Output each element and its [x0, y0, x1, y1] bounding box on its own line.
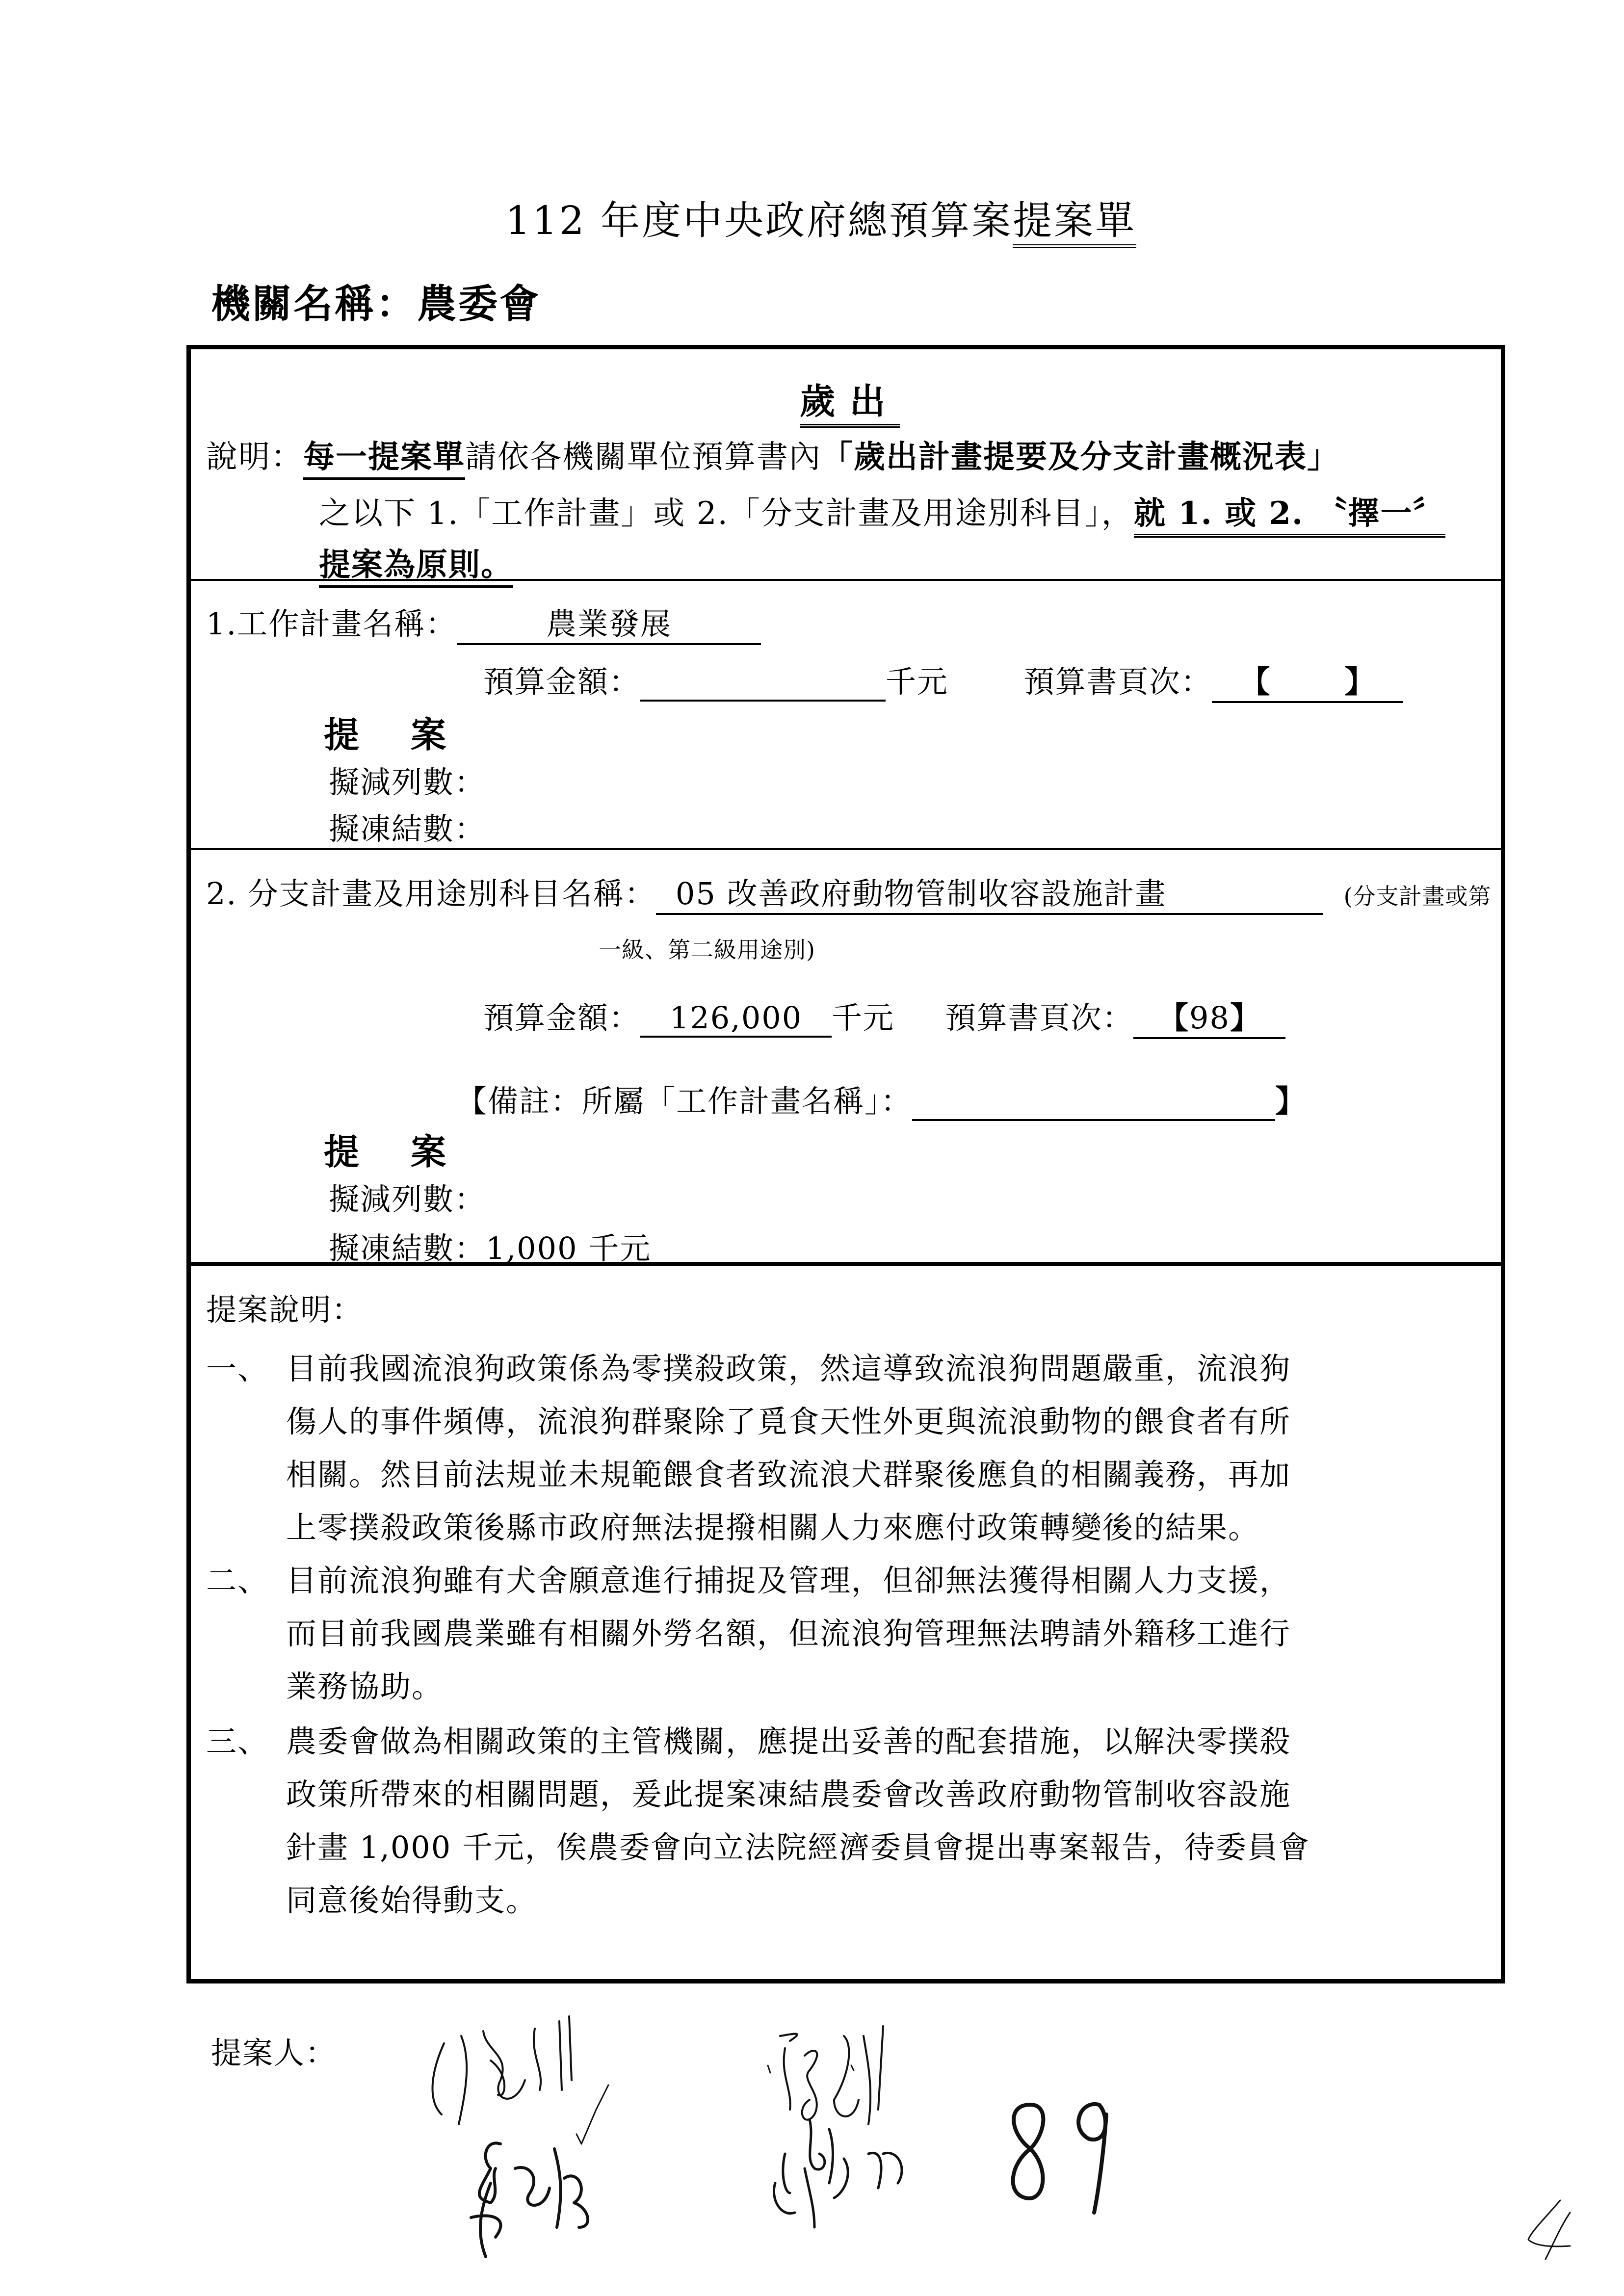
section1-reduce-line: 擬減列數：	[329, 764, 486, 800]
section1-proposal-heading: 提 案	[324, 714, 466, 756]
section2-freeze-line: 擬凍結數：1,000 千元	[329, 1230, 652, 1266]
note-line-2: 之以下 1.「工作計畫」或 2.「分支計畫及用途別科目」，就 1. 或 2. 〝擇一〞	[319, 488, 1445, 533]
item-marker: 二、	[206, 1563, 269, 1598]
section2-proposal-heading: 提 案	[324, 1131, 466, 1173]
signature-3	[471, 2085, 608, 2257]
note-bold-underlined: 每一提案單	[303, 439, 465, 480]
section1-name-field[interactable]: 農業發展	[457, 600, 761, 645]
explanation-heading: 提案說明：	[206, 1292, 364, 1328]
item-line: 上零撲殺政策後縣市政府無法提撥相關人力來應付政策轉變後的結果。	[286, 1510, 1260, 1545]
agency-value: 農委會	[417, 281, 541, 327]
item-line: 目前我國流浪狗政策係為零撲殺政策，然這導致流浪狗問題嚴重，流浪狗	[286, 1351, 1291, 1386]
note-line-1: 說明：每一提案單請依各機關單位預算書內「歲出計畫提要及分支計畫概況表」	[206, 432, 1339, 477]
section2-budget-line: 預算金額： 126,000 千元 預算書頁次： 【98】	[483, 993, 1285, 1039]
section2-remark-line: 【備註：所屬「工作計畫名稱」： 】	[456, 1077, 1307, 1121]
note-label: 說明：	[206, 439, 303, 475]
item-line: 相關。然目前法規並未規範餵食者致流浪犬群聚後應負的相關義務，再加	[286, 1457, 1291, 1492]
expenditure-heading: 歲出	[800, 373, 900, 424]
agency-label: 機關名稱：	[211, 281, 417, 327]
note-line-3: 提案為原則。	[319, 540, 513, 585]
proposer-label: 提案人：	[211, 2035, 337, 2071]
item-line: 目前流浪狗雖有犬舍願意進行捕捉及管理，但卻無法獲得相關人力支援，	[286, 1563, 1291, 1598]
section2-name-field[interactable]: 05 改善政府動物管制收容設施計畫	[656, 869, 1323, 915]
section1-budget-line: 預算金額： 千元 預算書頁次： 【 】	[483, 657, 1403, 703]
signature-4	[774, 2119, 902, 2227]
section2-freeze-value[interactable]: 1,000 千元	[486, 1230, 652, 1266]
item-line: 同意後始得動支。	[286, 1882, 538, 1918]
page-number-mark	[1528, 2200, 1570, 2259]
item-line: 而目前我國農業雖有相關外勞名額，但流浪狗管理無法聘請外籍移工進行	[286, 1616, 1291, 1651]
title-prefix: 112 年度中央政府總預算案	[505, 198, 1013, 243]
signature-2	[768, 2026, 883, 2124]
item-line: 農委會做為相關政策的主管機關，應提出妥善的配套措施，以解決零撲殺	[286, 1723, 1291, 1759]
section2-label: 2. 分支計畫及用途別科目名稱：	[206, 876, 656, 912]
section2-hint-2: 一級、第二級用途別)	[599, 937, 815, 963]
section2-reduce-line: 擬減列數：	[329, 1181, 486, 1217]
section2-hint-1: (分支計畫或第	[1343, 883, 1492, 910]
item-marker: 一、	[206, 1351, 269, 1386]
section2-page-field[interactable]: 【98】	[1133, 993, 1285, 1039]
signature-1	[432, 2016, 572, 2124]
item-line: 針畫 1,000 千元，俟農委會向立法院經濟委員會提出專案報告，待委員會	[286, 1829, 1310, 1865]
item-marker: 三、	[206, 1723, 269, 1759]
title-underlined: 提案單	[1013, 198, 1136, 248]
section1-label: 1.工作計畫名稱：	[206, 606, 457, 642]
item-line: 業務協助。	[286, 1669, 444, 1704]
section1-page-field[interactable]: 【 】	[1212, 657, 1403, 703]
section2-budget-field[interactable]: 126,000	[640, 1000, 832, 1038]
item-line: 政策所帶來的相關問題，爰此提案凍結農委會改善政府動物管制收容設施	[286, 1776, 1291, 1812]
section1-freeze-line: 擬凍結數：	[329, 811, 486, 847]
item-line: 傷人的事件頻傳，流浪狗群聚除了覓食天性外更與流浪動物的餵食者有所	[286, 1404, 1291, 1439]
handwritten-number	[1013, 2104, 1106, 2213]
